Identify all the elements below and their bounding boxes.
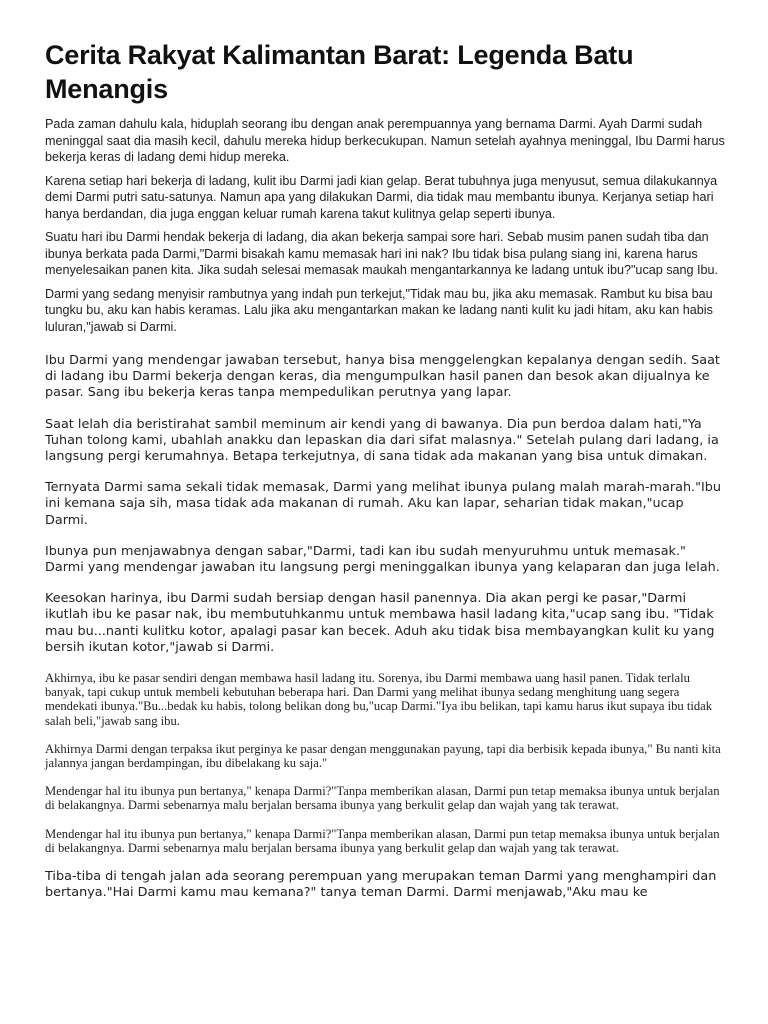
paragraph: Saat lelah dia beristirahat sambil meminum air kendi yang di bawanya. Dia pun berdoa dalam hati,"Ya Tuhan tolong kami, ubahlah anakku dan lepaskan dia dari sifat malasnya." Setelah pulang dari ladang, ia langsung pergi kerumahnya. Betapa terkejutnya, di sana tidak ada makanan yang bisa untuk dimakan. — [45, 416, 719, 465]
paragraph-group-4 — [45, 869, 725, 901]
paragraph: Akhirnya, ibu ke pasar sendiri dengan membawa hasil ladang itu. Sorenya, ibu Darmi membawa uang hasil panen. Tidak terlalu banyak, tapi cukup untuk membeli kebutuhan beberapa hari. Dan Darmi yang melihat ibunya sedang menghitung uang segera mendekati ibunya."Bu...bedak ku habis, tolong belikan dong bu,"ucap Darmi."Iya ibu belikan, tapi kamu harus ikut supaya ibu tidak salah beli,"jawab sang ibu. — [45, 671, 713, 728]
paragraph: Tiba-tiba di tengah jalan ada seorang perempuan yang merupakan teman Darmi yang menghampiri dan bertanya."Hai Darmi kamu mau kemana?" tanya teman Darmi. Darmi menjawab,"Aku mau ke — [45, 869, 717, 901]
paragraph: Mendengar hal itu ibunya pun bertanya," kenapa Darmi?"Tanpa memberikan alasan, Darmi pun tetap memaksa ibunya untuk berjalan di belakangnya. Darmi sebenarnya malu berjalan bersama ibunya yang berkulit gelap dan wajah yang tak terawat. — [45, 784, 720, 813]
paragraph: Mendengar hal itu ibunya pun bertanya," kenapa Darmi?"Tanpa memberikan alasan, Darmi pun tetap memaksa ibunya untuk berjalan di belakangnya. Darmi sebenarnya malu berjalan bersama ibunya yang berkulit gelap dan wajah yang tak terawat. — [45, 826, 720, 855]
article-title: Cerita Rakyat Kalimantan Barat: Legenda Batu Menangis — [45, 40, 634, 104]
paragraph: Keesokan harinya, ibu Darmi sudah bersiap dengan hasil panennya. Dia akan pergi ke pasar,"Darmi ikutlah ibu ke pasar nak, ibu membutuhkanmu untuk membawa hasil ladang kita,"ucap sang ibu. "Tidak mau bu...nanti kulitku kotor, apalagi pasar kan becek. Aduh aku tidak bisa membayangkan kulit ku yang bersih ikutan kotor,"jawab si Darmi. — [45, 591, 715, 655]
paragraph: Karena setiap hari bekerja di ladang, kulit ibu Darmi jadi kian gelap. Berat tubuhnya juga menyusut, semua dilakukannya demi Darmi putri satu-satunya. Namun apa yang dilakukan Darmi, dia tidak mau membantu ibunya. Kerjanya setiap hari hanya berdandan, dia juga enggan keluar rumah karena takut kulitnya gelap seperti ibunya. — [45, 173, 718, 221]
paragraph-group-3 — [45, 671, 725, 855]
paragraph: Akhirnya Darmi dengan terpaksa ikut perginya ke pasar dengan menggunakan payung, tapi dia berbisik kepada ibunya," Bu nanti kita jalannya jangan berdampingan, ibu dibelakang ku saja." — [45, 741, 721, 771]
paragraph: Ibu Darmi yang mendengar jawaban tersebut, hanya bisa menggelengkan kepalanya dengan sedih. Saat di ladang ibu Darmi bekerja dengan keras, dia mengumpulkan hasil panen dan besok akan dijualnya ke pasar. Sang ibu bekerja keras tanpa mempedulikan perutnya yang lapar. — [45, 353, 720, 401]
paragraph: Pada zaman dahulu kala, hiduplah seorang ibu dengan anak perempuannya yang bernama Darmi. Ayah Darmi sudah meninggal saat dia masih kecil, dahulu mereka hidup berkecukupan. Namun setelah ayahnya meninggal, Ibu Darmi harus bekerja keras di ladang demi hidup mereka. — [45, 117, 725, 164]
paragraph: Ternyata Darmi sama sekali tidak memasak, Darmi yang melihat ibunya pulang malah marah-marah."Ibu ini kemana saja sih, masa tidak ada makanan di rumah. Aku kan lapar, seharian tidak makan,"ucap Darmi. — [45, 480, 722, 528]
article — [45, 38, 725, 901]
paragraph: Ibunya pun menjawabnya dengan sabar,"Darmi, tadi kan ibu sudah menyuruhmu untuk memasak." Darmi yang mendengar jawaban itu langsung pergi meninggalkan ibunya yang kelaparan dan juga lelah. — [45, 543, 720, 576]
paragraph-group-1 — [45, 116, 725, 335]
paragraph-group-2 — [45, 353, 725, 656]
paragraph: Darmi yang sedang menyisir rambutnya yang indah pun terkejut,"Tidak mau bu, jika aku memasak. Rambut ku bisa bau tungku bu, aku kan habis keramas. Lalu jika aku mengantarkan makan ke ladang nanti kulit ku jadi hitam, aku kan habis luluran,"jawab si Darmi. — [45, 286, 713, 334]
paragraph: Suatu hari ibu Darmi hendak bekerja di ladang, dia akan bekerja sampai sore hari. Sebab musim panen sudah tiba dan ibunya berkata pada Darmi,"Darmi bisakah kamu memasak hari ini nak? Ibu tidak bisa pulang siang ini, karena harus menyelesaikan panen kita. Jika sudah selesai memasak maukah mengantarkannya ke ladang untuk ibu?"ucap sang Ibu. — [45, 230, 719, 277]
